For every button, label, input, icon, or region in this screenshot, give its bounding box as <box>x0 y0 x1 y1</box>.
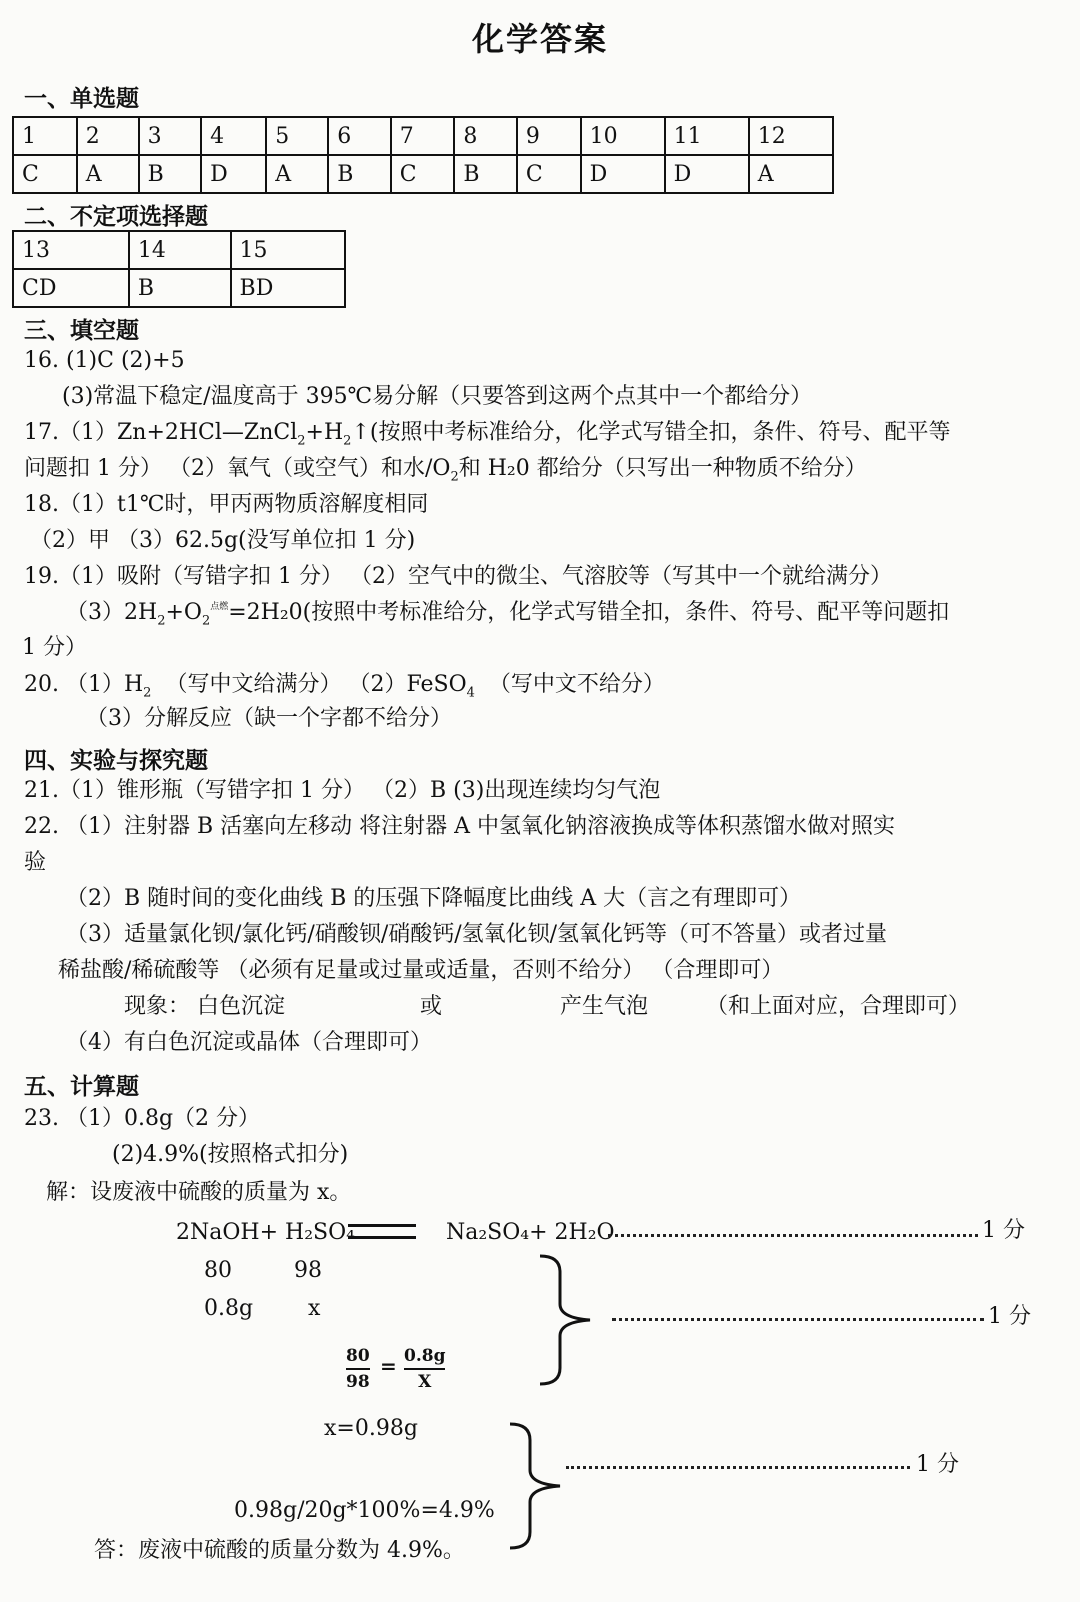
question-number-cell: 7 <box>391 117 455 155</box>
mass-naoh: 0.8g <box>204 1296 254 1321</box>
answer-line-17-part2: 问题扣 1 分） （2）氧气（或空气）和水$/O_2$和 H₂0 都给分（只写出一种物质不给分） <box>24 456 867 485</box>
answer-cell: BD <box>231 269 345 307</box>
answer-line-22-part5: 稀盐酸/稀硫酸等 （必须有足量或过量或适量，否则不给分） （合理即可） <box>58 958 784 983</box>
result-x: x=0.98g <box>324 1416 418 1441</box>
answer-cell: D <box>665 155 749 193</box>
answer-line-22-phenomenon-a: 现象： 白色沉淀 <box>124 994 285 1019</box>
answer-cell: C <box>391 155 455 193</box>
proportion-fraction-left <box>346 1346 370 1392</box>
section-heading-calculation: 五、计算题 <box>24 1073 139 1100</box>
section-heading-multiple-choice: 二、不定项选择题 <box>24 203 208 230</box>
table-row-question-numbers <box>13 231 345 269</box>
answer-cell: A <box>266 155 328 193</box>
answer-line-20-part1: 20. $(1)H_2$ （写中文给满分） （2）FeSO$_4$ （写中文不给分） <box>24 672 665 701</box>
answer-line-22-or: 或 <box>420 994 443 1019</box>
fraction-denominator: 98 <box>346 1372 370 1392</box>
proportion-fraction-right <box>404 1346 445 1392</box>
answer-table-single-choice <box>12 116 834 194</box>
answer-line-22-part4: （3）适量氯化钡/氯化钙/硝酸钡/硝酸钙/氢氧化钡/氢氧化钙等（可不答量）或者过量 <box>66 922 888 947</box>
question-number-cell: 15 <box>231 231 345 269</box>
dotted-leader <box>612 1318 984 1321</box>
answer-cell: D <box>581 155 665 193</box>
right-brace-icon <box>508 1420 568 1552</box>
question-number-cell: 11 <box>665 117 749 155</box>
molar-mass-h2so4: 98 <box>294 1258 322 1283</box>
question-number-cell: 1 <box>13 117 77 155</box>
answer-line-22-part6: （4）有白色沉淀或晶体（合理即可） <box>66 1030 432 1055</box>
answer-line-22-phenomenon-b: 产生气泡 <box>560 994 649 1019</box>
answer-line-18-part2: （2）甲 （3）62.5g(没写单位扣 1 分) <box>30 528 416 553</box>
answer-cell: B <box>129 269 231 307</box>
answer-cell: CD <box>13 269 129 307</box>
equation-products: Na₂SO₄+ 2H₂O <box>446 1220 615 1245</box>
answer-line-16-part1: 16. (1)C (2)+5 <box>24 348 185 373</box>
score-mark: 1 分 <box>916 1452 959 1477</box>
answer-line-20-part2: （3）分解反应（缺一个字都不给分） <box>86 706 452 731</box>
question-number-cell: 12 <box>749 117 833 155</box>
fraction-numerator: 0.8g <box>404 1346 446 1366</box>
molar-mass-naoh: 80 <box>204 1258 232 1283</box>
answer-line-19-part2: $(3)2H_2+O_2^{点燃}=2H_20$(按照中考标准给分，化学式写错全扣，条件、符号、配平等问题扣 <box>66 600 950 629</box>
question-number-cell: 5 <box>266 117 328 155</box>
answer-cell: B <box>454 155 516 193</box>
question-number-cell: 2 <box>77 117 139 155</box>
answer-line-22-part1: 22. （1）注射器 B 活塞向左移动 将注射器 A 中氢氧化钠溶液换成等体积蒸馏水做对照实 <box>24 814 896 839</box>
equation-reactants: 2NaOH+ H₂SO₄ <box>176 1220 355 1245</box>
section-heading-fill-in: 三、填空题 <box>24 317 139 344</box>
question-number-cell: 6 <box>328 117 390 155</box>
answer-line-23-part2: (2)4.9%(按照格式扣分) <box>112 1142 349 1167</box>
answer-cell: C <box>517 155 581 193</box>
answer-line-16-part2: (3)常温下稳定/温度高于 395℃易分解（只要答到这两个点其中一个都给分） <box>62 384 813 409</box>
answer-cell: A <box>77 155 139 193</box>
answer-line-23-part1: 23. （1）0.8g（2 分） <box>24 1106 261 1131</box>
answer-line-21: 21.（1）锥形瓶（写错字扣 1 分） （2）B (3)出现连续均匀气泡 <box>24 778 661 803</box>
reaction-condition-label: 点燃 <box>210 602 229 612</box>
question-number-cell: 14 <box>129 231 231 269</box>
fraction-numerator: 80 <box>346 1346 370 1366</box>
answer-line-17-part1: $17.(1)Zn+2HCl—ZnCl_2+H_2↑$(按照中考标准给分，化学式写错全扣，条件、符号、配平等 <box>24 420 951 449</box>
proportion-equals: = <box>380 1354 397 1378</box>
answer-line-19-part1: 19.（1）吸附（写错字扣 1 分） （2）空气中的微尘、气溶胶等（写其中一个就给满分） <box>24 564 892 589</box>
score-mark: 1 分 <box>982 1218 1025 1243</box>
score-mark: 1 分 <box>988 1304 1031 1329</box>
table-row-answers <box>13 155 833 193</box>
question-number-cell: 9 <box>517 117 581 155</box>
answer-line-22-part2: 验 <box>24 850 47 875</box>
section-heading-experiment: 四、实验与探究题 <box>24 747 208 774</box>
answer-cell: D <box>201 155 266 193</box>
fraction-denominator: X <box>418 1372 432 1392</box>
answer-cell: A <box>749 155 833 193</box>
equation-equals-sign <box>348 1224 416 1239</box>
question-number-cell: 10 <box>581 117 665 155</box>
answer-line-19-part3: 1 分） <box>22 635 87 660</box>
solution-intro: 解：设废液中硫酸的质量为 x。 <box>46 1180 352 1205</box>
right-brace-icon <box>538 1252 598 1388</box>
answer-cell: B <box>139 155 201 193</box>
section-heading-single-choice: 一、单选题 <box>24 85 139 112</box>
question-number-cell: 3 <box>139 117 201 155</box>
table-row-question-numbers <box>13 117 833 155</box>
final-answer: 答：废液中硫酸的质量分数为 4.9%。 <box>94 1538 465 1563</box>
table-row-answers <box>13 269 345 307</box>
question-number-cell: 8 <box>454 117 516 155</box>
answer-line-22-part3: （2）B 随时间的变化曲线 B 的压强下降幅度比曲线 A 大（言之有理即可） <box>66 886 802 911</box>
dotted-leader <box>566 1466 910 1469</box>
question-number-cell: 4 <box>201 117 266 155</box>
answer-cell: B <box>328 155 390 193</box>
question-number-cell: 13 <box>13 231 129 269</box>
answer-table-multiple-choice <box>12 230 346 308</box>
answer-line-22-note: （和上面对应，合理即可） <box>706 994 971 1019</box>
dotted-leader <box>608 1234 978 1237</box>
answer-cell: C <box>13 155 77 193</box>
result-percentage: 0.98g/20g*100%=4.9% <box>234 1498 495 1523</box>
answer-line-18-part1: 18.（1）t1℃时，甲丙两物质溶解度相同 <box>24 492 429 517</box>
unknown-mass: x <box>308 1296 321 1321</box>
page-title: 化学答案 <box>471 20 608 58</box>
